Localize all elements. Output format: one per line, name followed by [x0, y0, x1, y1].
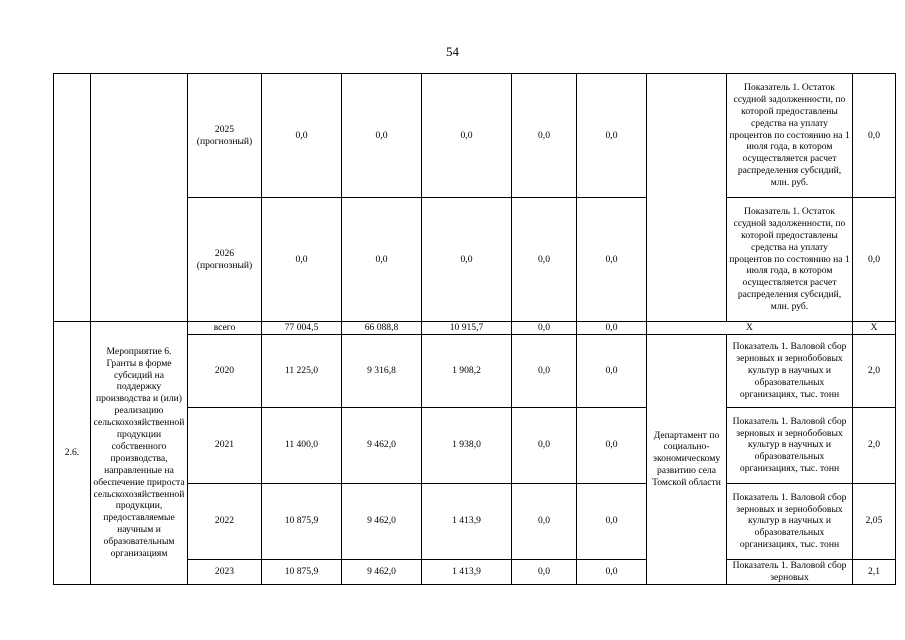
- value-cell: 0,0: [577, 334, 647, 407]
- value-cell: 0,0: [512, 407, 577, 483]
- value-cell: 66 088,8: [342, 322, 422, 335]
- indicator-cell: Показатель 1. Остаток ссудной задолженности, по которой предоставлены средства на уплату процентов по состоянию на 1 июля года, в котором осуществляется расчет распределения субсидий, млн. руб.: [727, 198, 853, 322]
- year-cell: 2020: [188, 334, 262, 407]
- year-cell: 2026 (прогнозный): [188, 198, 262, 322]
- indicator-cell: Х: [647, 322, 853, 335]
- title-cell-empty: [91, 74, 188, 322]
- value-cell: 10 915,7: [422, 322, 512, 335]
- value-cell: 0,0: [577, 483, 647, 559]
- value-cell: 1 413,9: [422, 559, 512, 584]
- value-cell: 9 462,0: [342, 559, 422, 584]
- indicator-cell: Показатель 1. Остаток ссудной задолженности, по которой предоставлены средства на уплату процентов по состоянию на 1 июля года, в котором осуществляется расчет распределения субсидий, млн. руб.: [727, 74, 853, 198]
- number-cell-empty: [54, 74, 91, 322]
- executor-cell-empty: [647, 74, 727, 322]
- indicator-cell: Показатель 1. Валовой сбор зерновых и зернобобовых культур в научных и образовательных организациях, тыс. тонн: [727, 483, 853, 559]
- total-label: всего: [188, 322, 262, 335]
- value-cell: 0,0: [512, 483, 577, 559]
- value-cell: 0,0: [512, 74, 577, 198]
- value-cell: 0,0: [262, 198, 342, 322]
- table-row-total: [54, 322, 896, 335]
- indicator-value-cell: 2,1: [853, 559, 896, 584]
- year-cell: 2025 (прогнозный): [188, 74, 262, 198]
- value-cell: 0,0: [512, 559, 577, 584]
- year-cell: 2022: [188, 483, 262, 559]
- value-cell: 0,0: [577, 74, 647, 198]
- value-cell: 9 462,0: [342, 407, 422, 483]
- value-cell: 11 400,0: [262, 407, 342, 483]
- value-cell: 0,0: [422, 198, 512, 322]
- value-cell: 0,0: [342, 198, 422, 322]
- value-cell: 0,0: [512, 322, 577, 335]
- value-cell: 0,0: [512, 334, 577, 407]
- value-cell: 9 462,0: [342, 483, 422, 559]
- year-cell: 2021: [188, 407, 262, 483]
- year-cell: 2023: [188, 559, 262, 584]
- value-cell: 11 225,0: [262, 334, 342, 407]
- item-number: 2.6.: [54, 322, 91, 585]
- value-cell: 0,0: [577, 559, 647, 584]
- page-number: 54: [446, 44, 459, 59]
- value-cell: 1 908,2: [422, 334, 512, 407]
- value-cell: 0,0: [262, 74, 342, 198]
- indicator-value-cell: 2,0: [853, 407, 896, 483]
- item-title: Мероприятие 6. Гранты в форме субсидий на поддержку производства и (или) реализацию сельскохозяйственной продукции собственного производства, направленные на обеспечение прироста сельскохозяйственной продукции, предоставляемые научным и образовательным организациям: [91, 322, 188, 585]
- indicator-cell: Показатель 1. Валовой сбор зерновых и зернобобовых культур в научных и образовательных организациях, тыс. тонн: [727, 334, 853, 407]
- value-cell: 77 004,5: [262, 322, 342, 335]
- value-cell: 10 875,9: [262, 483, 342, 559]
- value-cell: 0,0: [577, 407, 647, 483]
- indicator-value-cell: 2,05: [853, 483, 896, 559]
- value-cell: 9 316,8: [342, 334, 422, 407]
- indicator-cell: Показатель 1. Валовой сбор зерновых и зернобобовых культур в научных и образовательных организациях, тыс. тонн: [727, 407, 853, 483]
- value-cell: 1 413,9: [422, 483, 512, 559]
- indicator-cell: Показатель 1. Валовой сбор зерновых: [727, 559, 853, 584]
- executor-cell: Департамент по социально-экономическому развитию села Томской области: [647, 334, 727, 584]
- value-cell: 1 938,0: [422, 407, 512, 483]
- table-row: [54, 74, 896, 198]
- value-cell: 0,0: [512, 198, 577, 322]
- value-cell: 0,0: [577, 198, 647, 322]
- program-table: [53, 73, 896, 585]
- value-cell: 0,0: [422, 74, 512, 198]
- indicator-value-cell: Х: [853, 322, 896, 335]
- indicator-value-cell: 0,0: [853, 74, 896, 198]
- value-cell: 0,0: [342, 74, 422, 198]
- indicator-value-cell: 0,0: [853, 198, 896, 322]
- value-cell: 0,0: [577, 322, 647, 335]
- value-cell: 10 875,9: [262, 559, 342, 584]
- indicator-value-cell: 2,0: [853, 334, 896, 407]
